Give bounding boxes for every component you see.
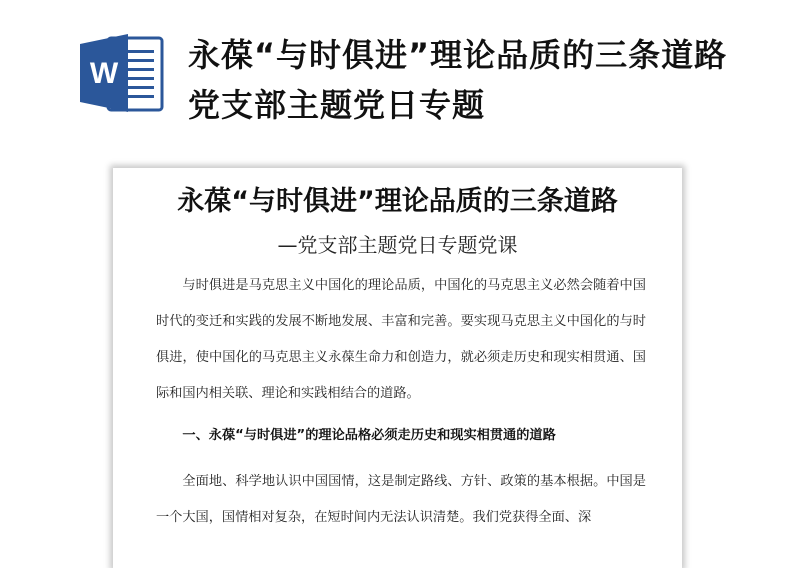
section-paragraph: 全面地、科学地认识中国国情，这是制定路线、方针、政策的基本根据。中国是一个大国，国情相对复杂，在短时间内无法认识清楚。我们党获得全面、深: [156, 474, 646, 525]
svg-text:W: W: [89, 57, 119, 90]
document-title: 永葆“与时俱进”理论品质的三条道路: [177, 186, 618, 217]
body-paragraph: 与时俱进是马克思主义中国化的理论品质，中国化的马克思主义必然会随着中国时代的变迁和实践的发展不断地发展、丰富和完善。要实现马克思主义中国化的与时俱进，使中国化的马克思主义永葆生命力和创造力，就必须走历史和现实相贯通、国际和国内相关联、理论和实践相结合的道路。: [156, 278, 646, 401]
document-page: [113, 168, 682, 568]
header: [0, 0, 800, 150]
document-body: [156, 268, 646, 536]
word-document-icon: [78, 32, 164, 114]
section-heading: 一、永葆“与时俱进”的理论品格必须走历史和现实相贯通的道路: [182, 428, 556, 443]
document-subtitle: —党支部主题党日专题党课: [277, 233, 518, 257]
header-title: 永葆“与时俱进”理论品质的三条道路党支部主题党日专题: [188, 36, 728, 124]
